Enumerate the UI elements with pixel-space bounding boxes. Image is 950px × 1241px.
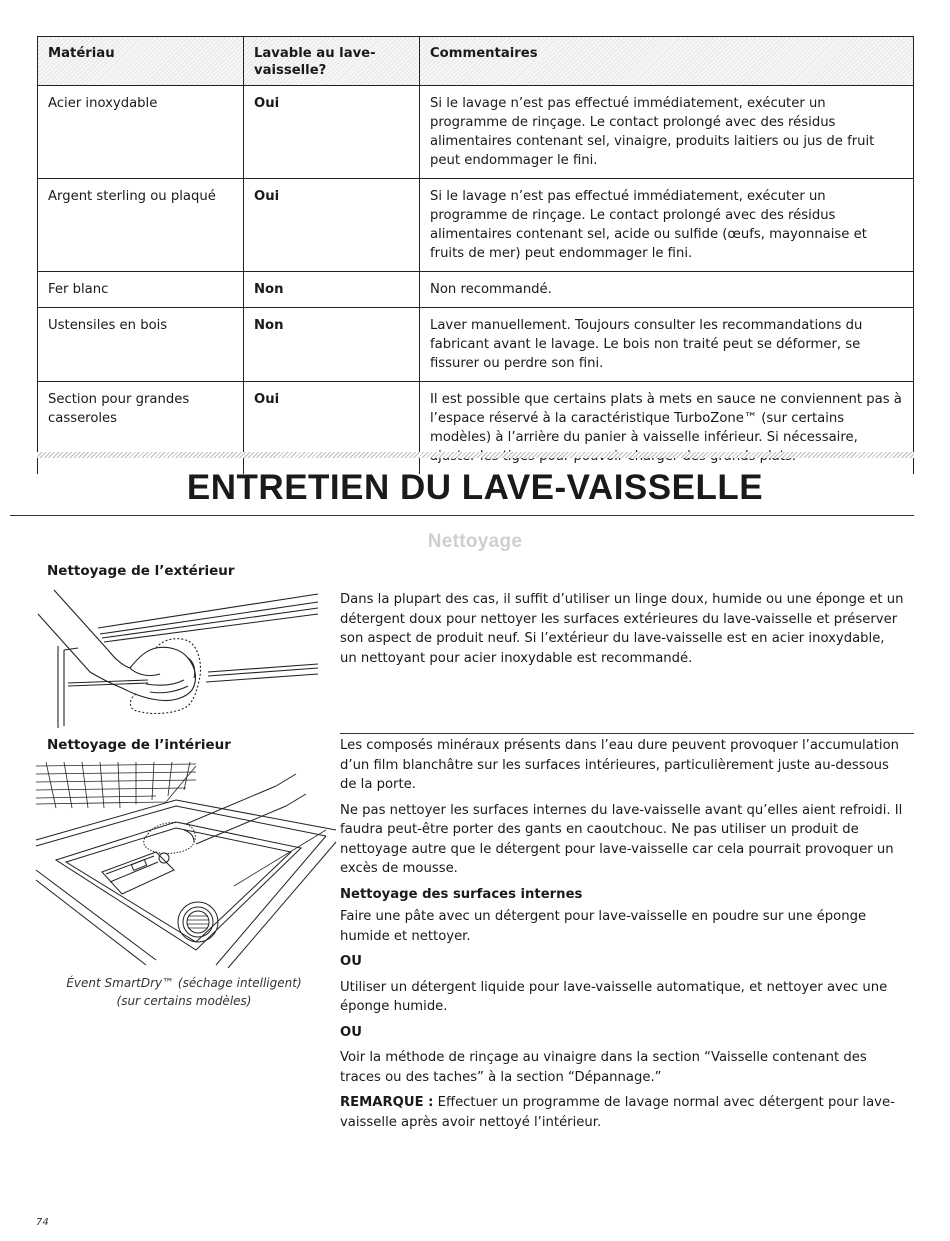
hatched-divider [37,452,914,458]
interior-text-block [340,736,905,1138]
section-subtitle: Nettoyage [427,531,523,552]
or-label: OU [340,954,362,969]
interior-heading: Nettoyage de l’intérieur [47,737,231,753]
title-rule [10,515,914,516]
washable-cell: Oui [244,86,420,179]
comment-cell: Non recommandé. [420,272,914,308]
exterior-text: Dans la plupart des cas, il suffit d’utiliser un linge doux, humide ou une éponge et un détergent doux pour nettoyer les surfaces extérieures du lave-vaisselle et préserver son aspect de produit neuf. Si l’extérieur du lave-vaisselle est en acier inoxydable, un nettoyant pour acier inoxydable est recommandé. [340,592,904,666]
comment-cell: Si le lavage n’est pas effectué immédiatement, exécuter un programme de rinçage. Le contact prolongé avec des résidus alimentaires contenant sel, acide ou sulfide (œufs, mayonnaise et fruits de mer) peut endommager le fini. [420,179,914,272]
comment-cell: Laver manuellement. Toujours consulter les recommandations du fabricant avant le lavage. Le bois non traité peut se déformer, se fissurer ou perdre son fini. [420,308,914,382]
table-header-row [38,37,914,86]
header-comments: Commentaires [420,37,914,86]
washable-cell: Non [244,272,420,308]
interior-paragraph: Ne pas nettoyer les surfaces internes du lave-vaisselle avant qu’elles aient refroidi. Il faudra peut-être porter des gants en caoutchouc. Ne pas utiliser un produit de nettoyage autre que le détergent pour lave-vaisselle car cela pourrait provoquer un excès de mousse. [340,802,903,876]
interior-rule [340,733,914,734]
table-row [38,179,914,272]
caption-line-1: Évent SmartDry™ (séchage intelligent) [66,976,302,990]
note-text: Effectuer un programme de lavage normal avec détergent pour lave-vaisselle après avoir nettoyé l’intérieur. [340,1095,895,1130]
material-cell: Section pour grandes casseroles [38,382,244,475]
note-label: REMARQUE : [340,1095,434,1110]
washable-cell: Oui [244,179,420,272]
vent-caption [40,974,328,1010]
header-material: Matériau [38,37,244,86]
interior-paragraph: Faire une pâte avec un détergent pour lave-vaisselle en poudre sur une éponge humide et nettoyer. [340,909,867,944]
material-cell: Fer blanc [38,272,244,308]
washable-cell: Non [244,308,420,382]
note-paragraph [340,1093,905,1132]
comment-cell: Si le lavage n’est pas effectué immédiatement, exécuter un programme de rinçage. Le contact prolongé avec des résidus alimentaires contenant sel, vinaigre, produits laitiers ou jus de fruit peut endommager le fini. [420,86,914,179]
comment-cell: Il est possible que certains plats à mets en sauce ne conviennent pas à l’espace réservé à la caractéristique TurboZone™ (sur certains modèles) à l’arrière du panier à vaisselle inférieur. Si nécessaire, [420,382,914,475]
material-cell: Ustensiles en bois [38,308,244,382]
page-title: ENTRETIEN DU LAVE-VAISSELLE [186,468,764,507]
or-label: OU [340,1024,362,1040]
interior-paragraph: Utiliser un détergent liquide pour lave-vaisselle automatique, et nettoyer avec une éponge humide. [340,979,888,1014]
page-number: 74 [36,1217,49,1228]
interior-cleaning-illustration [36,760,336,970]
table-row [38,86,914,179]
internal-surfaces-heading: Nettoyage des surfaces internes [340,886,583,902]
materials-table [37,36,914,474]
interior-paragraph: Voir la méthode de rinçage au vinaigre dans la section “Vaisselle contenant des traces ou des taches” à la section “Dépannage.” [340,1050,867,1085]
header-washable: Lavable au lave-vaisselle? [244,37,420,86]
table-row [38,382,914,475]
exterior-heading: Nettoyage de l’extérieur [47,563,235,579]
material-cell: Argent sterling ou plaqué [38,179,244,272]
washable-cell: Oui [244,382,420,475]
interior-paragraph: Les composés minéraux présents dans l’eau dure peuvent provoquer l’accumulation d’un film blanchâtre sur les surfaces intérieures, particulièrement juste au-dessous de la porte. [340,738,899,792]
material-cell: Acier inoxydable [38,86,244,179]
caption-line-2: (sur certains modèles) [116,994,252,1008]
table-row [38,308,914,382]
exterior-cleaning-illustration [38,588,328,730]
table-row [38,272,914,308]
